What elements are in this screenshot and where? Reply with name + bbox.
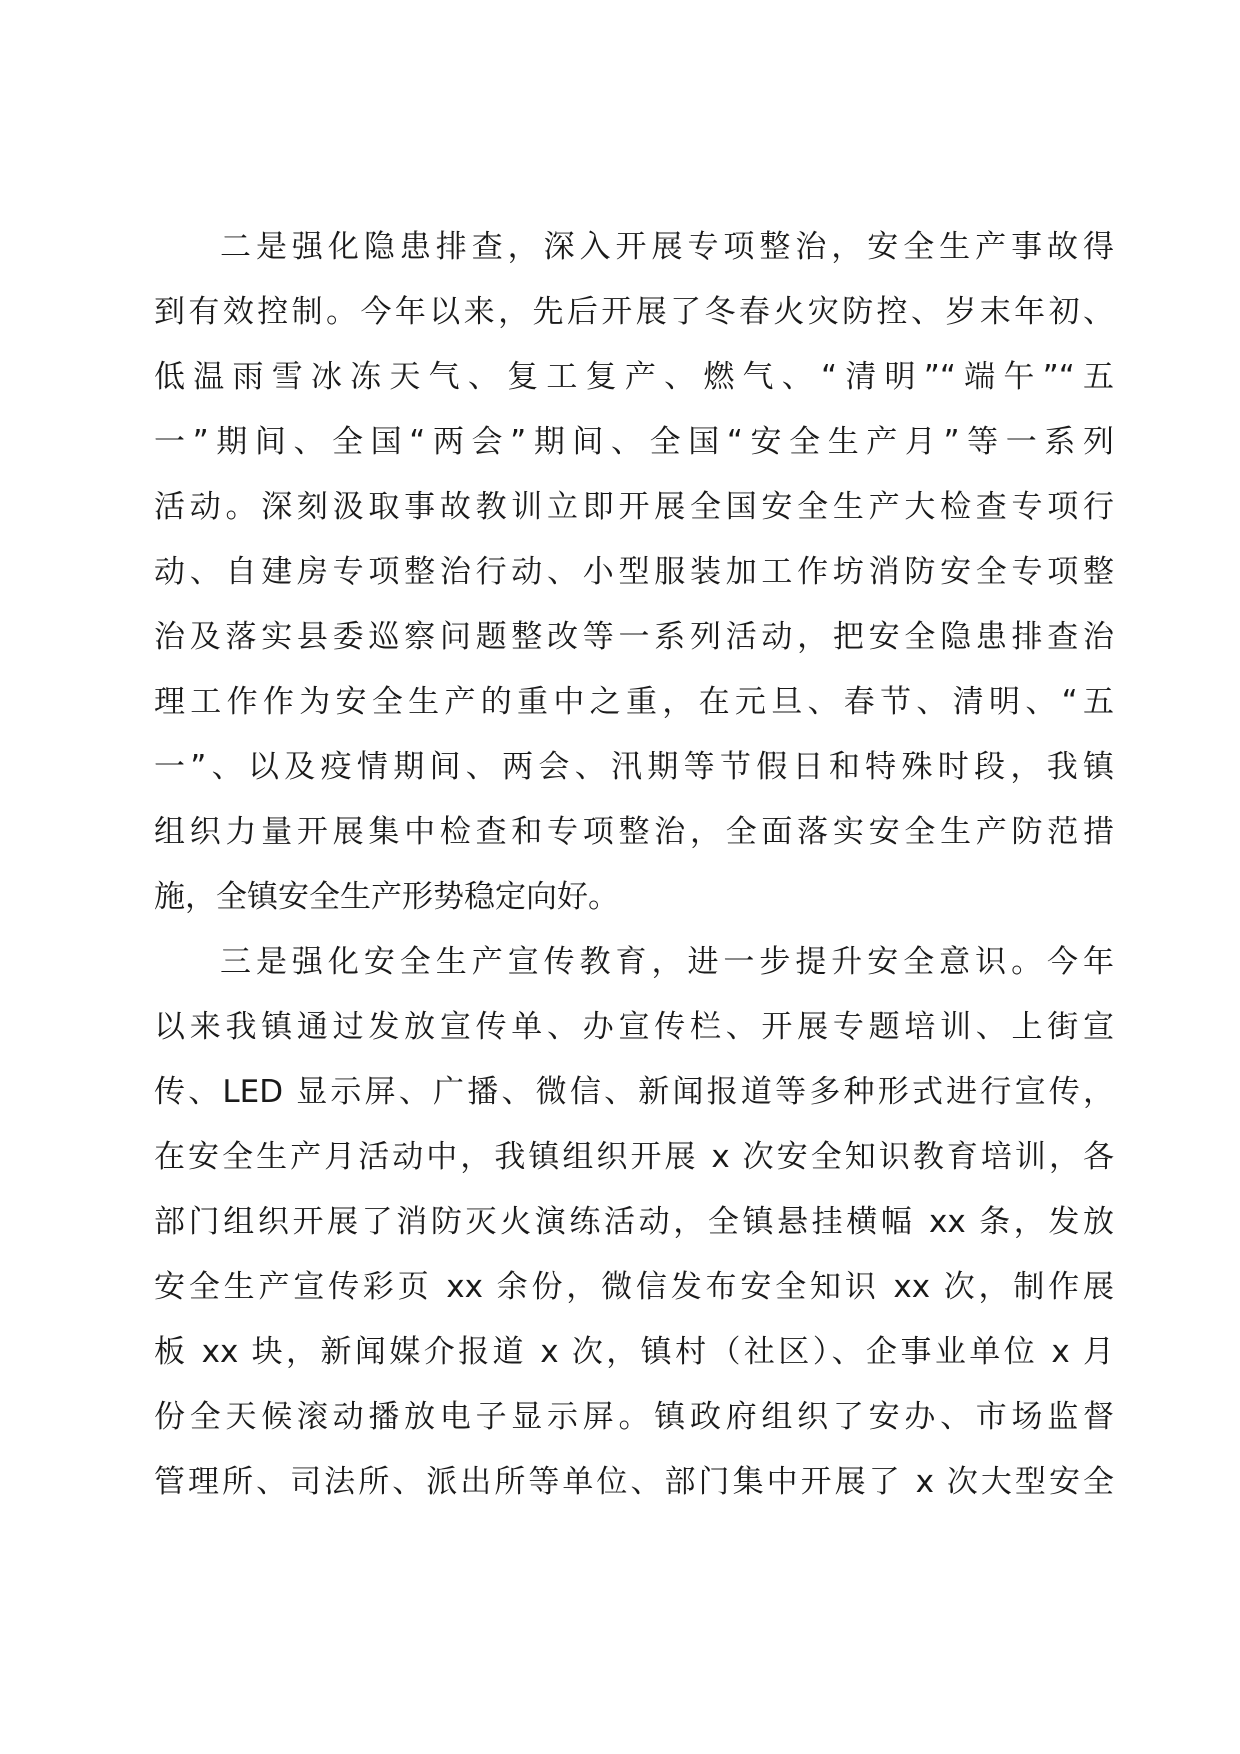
paragraph-2-line-7: 治及落实县委巡察问题整改等一系列活动，把安全隐患排查治 bbox=[154, 619, 1114, 655]
paragraph-3-line-8: 份全天候滚动播放电子显示屏。镇政府组织了安办、市场监督 bbox=[154, 1399, 1114, 1435]
paragraph-3-line-3: 传、LED 显示屏、广播、微信、新闻报道等多种形式进行宣传， bbox=[154, 1074, 1114, 1110]
paragraph-3-line-7: 板 xx 块，新闻媒介报道 x 次，镇村（社区）、企事业单位 x 月 bbox=[154, 1334, 1114, 1370]
paragraph-3-line-4: 在安全生产月活动中，我镇组织开展 x 次安全知识教育培训，各 bbox=[154, 1139, 1114, 1175]
body-text bbox=[154, 215, 1114, 1515]
paragraph-2-line-3: 低温雨雪冰冻天气、复工复产、燃气、“清明”“端午”“五 bbox=[154, 359, 1114, 395]
paragraph-2-line-6: 动、自建房专项整治行动、小型服装加工作坊消防安全专项整 bbox=[154, 554, 1114, 590]
paragraph-2-line-1: 二是强化隐患排查，深入开展专项整治，安全生产事故得 bbox=[220, 229, 1114, 265]
paragraph-2-line-2: 到有效控制。今年以来，先后开展了冬春火灾防控、岁末年初、 bbox=[154, 294, 1114, 330]
paragraph-3-line-2: 以来我镇通过发放宣传单、办宣传栏、开展专题培训、上街宣 bbox=[154, 1009, 1114, 1045]
paragraph-2-line-10: 组织力量开展集中检查和专项整治，全面落实安全生产防范措 bbox=[154, 814, 1114, 850]
paragraph-2-line-8: 理工作作为安全生产的重中之重，在元旦、春节、清明、“五 bbox=[154, 684, 1114, 720]
paragraph-2-line-9: 一”、以及疫情期间、两会、汛期等节假日和特殊时段，我镇 bbox=[154, 749, 1114, 785]
paragraph-2-line-4: 一”期间、全国“两会”期间、全国“安全生产月”等一系列 bbox=[154, 424, 1114, 460]
paragraph-2-line-11: 施，全镇安全生产形势稳定向好。 bbox=[154, 879, 619, 915]
paragraph-3-line-1: 三是强化安全生产宣传教育，进一步提升安全意识。今年 bbox=[220, 944, 1114, 980]
paragraph-3-line-6: 安全生产宣传彩页 xx 余份，微信发布安全知识 xx 次，制作展 bbox=[154, 1269, 1114, 1305]
paragraph-2-line-5: 活动。深刻汲取事故教训立即开展全国安全生产大检查专项行 bbox=[154, 489, 1114, 525]
paragraph-3-line-9: 管理所、司法所、派出所等单位、部门集中开展了 x 次大型安全 bbox=[154, 1464, 1114, 1500]
paragraph-3-line-5: 部门组织开展了消防灭火演练活动，全镇悬挂横幅 xx 条，发放 bbox=[154, 1204, 1114, 1240]
